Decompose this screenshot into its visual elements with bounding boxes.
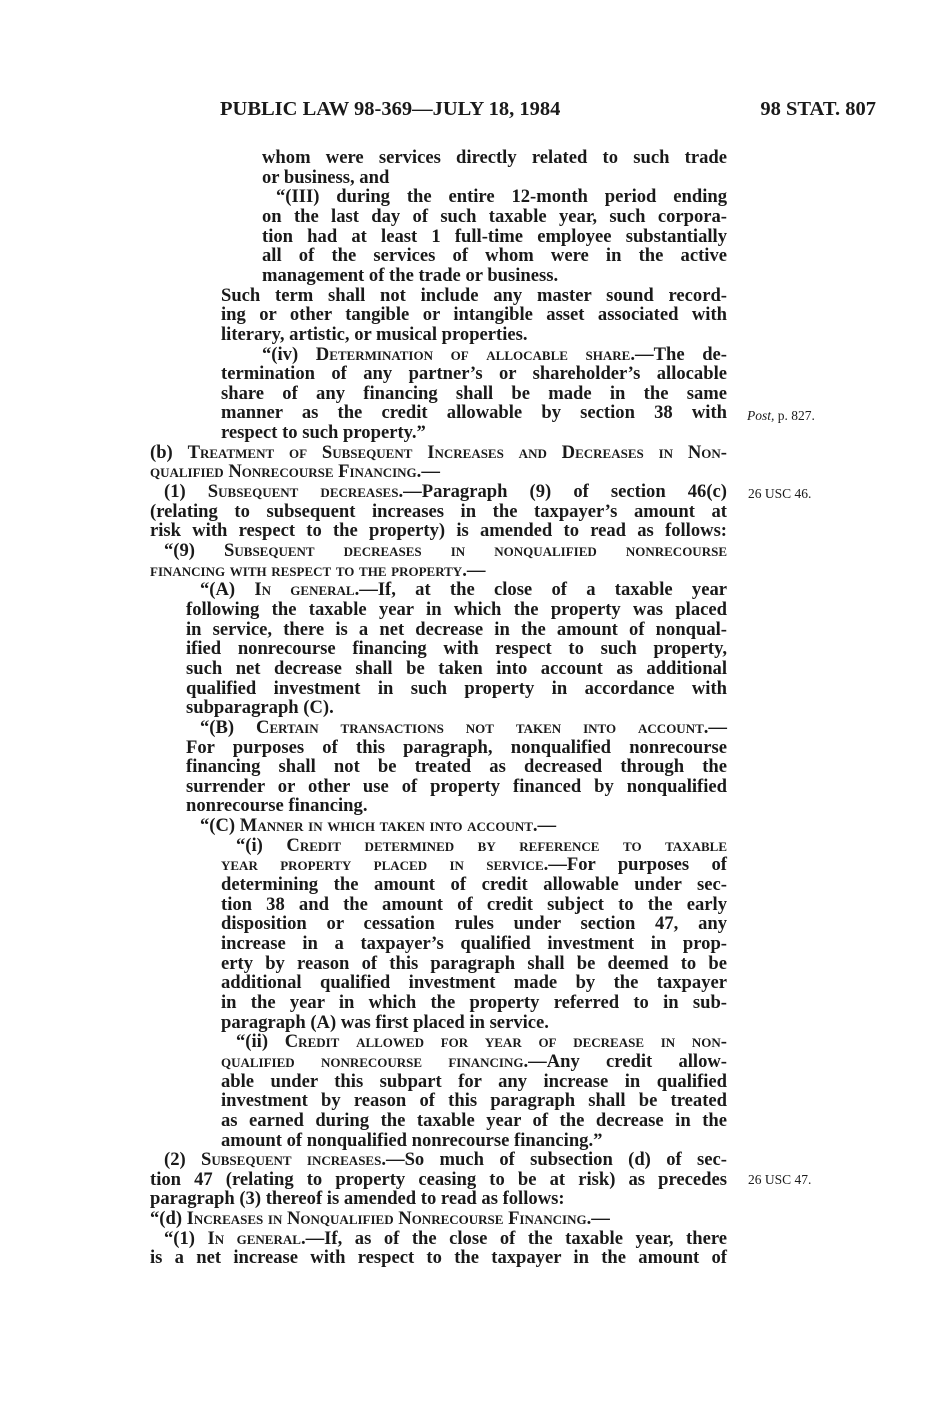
statute-page-number: 98 STAT. 807 <box>760 98 876 120</box>
margin-note-26-usc-47: 26 USC 47. <box>748 1172 812 1187</box>
text-line: in the year in which the property referred to in sub- <box>221 991 727 1013</box>
text-line: Such term shall not include any master sound record- <box>221 284 727 306</box>
paragraph-9-heading: “(9) Subsequent decreases in nonqualified nonrecourse <box>164 540 727 561</box>
text-line: “(III) during the entire 12-month period ending <box>276 186 727 208</box>
paragraph-d1-heading: “(1) In general.—If, as of the close of the taxable year, there <box>164 1227 728 1249</box>
text-line: ified nonrecourse financing with respect to such property, <box>186 638 727 660</box>
text-line: For purposes of this paragraph, nonqualified nonrecourse <box>186 736 727 758</box>
text-line: tion had at least 1 full-time employee substantially <box>262 225 727 247</box>
text-line: tion 47 (relating to property ceasing to be at risk) as precedes <box>150 1168 727 1190</box>
text-line: able under this subpart for any increase in qualified <box>221 1070 727 1092</box>
paragraph-1-heading: (1) Subsequent decreases.—Paragraph (9) of section 46(c) <box>164 481 727 503</box>
text-line: is a net increase with respect to the taxpayer in the amount of <box>150 1247 727 1269</box>
text-line: increase in a taxpayer’s qualified investment in prop- <box>221 933 727 954</box>
text-line: literary, artistic, or musical properties. <box>221 323 528 345</box>
subparagraph-b-heading: “(B) Certain transactions not taken into account.— <box>200 716 727 738</box>
text-line: paragraph (A) was first placed in service. <box>221 1011 549 1033</box>
text-line: qualified nonrecourse financing.—Any credit allow- <box>221 1050 727 1072</box>
text-line: financing shall not be treated as decreased through the <box>186 756 727 778</box>
paragraph-2-heading: (2) Subsequent increases.—So much of subsection (d) of sec- <box>164 1149 727 1171</box>
text-line: respect to such property.” <box>221 422 426 444</box>
margin-note-post-p827: Post, p. 827. <box>747 408 815 423</box>
text-line: in service, there is a net decrease in the amount of nonqual- <box>186 618 727 640</box>
text-line: surrender or other use of property financed by nonqualified <box>186 775 727 797</box>
text-line: tion 38 and the amount of credit subject to the early <box>221 893 727 915</box>
text-line: risk with respect to the property) is amended to read as follows: <box>150 520 727 542</box>
subsection-b-heading: (b) Treatment of Subsequent Increases and Decreases in Non- <box>150 441 727 463</box>
page-header <box>220 98 876 128</box>
text-line: additional qualified investment made by the taxpayer <box>221 972 727 994</box>
text-line: termination of any partner’s or shareholder’s allocable <box>221 363 727 385</box>
text-line: qualified Nonrecourse Financing.— <box>150 461 440 483</box>
margin-note-26-usc-46: 26 USC 46. <box>748 486 812 501</box>
subsection-d-heading: “(d) Increases in Nonqualified Nonrecourse Financing.— <box>150 1208 610 1230</box>
text-line: or business, and <box>262 166 390 188</box>
clause-ii-heading: “(ii) Credit allowed for year of decrease in non- <box>236 1031 727 1053</box>
text-line: such net decrease shall be taken into account as additional <box>186 657 727 679</box>
running-head-title: PUBLIC LAW 98-369—JULY 18, 1984 <box>220 98 561 120</box>
subparagraph-a-heading: “(A) In general.—If, at the close of a taxable year <box>200 579 727 601</box>
text-line: (relating to subsequent increases in the taxpayer’s amount at <box>150 500 727 522</box>
text-line: whom were services directly related to such trade <box>262 147 727 168</box>
text-line: manner as the credit allowable by section 38 with <box>221 402 727 424</box>
text-line: amount of nonqualified nonrecourse financing.” <box>221 1129 603 1151</box>
text-line: financing with respect to the property.— <box>150 559 486 581</box>
subparagraph-c-heading: “(C) Manner in which taken into account.— <box>200 815 557 837</box>
text-line: all of the services of whom were in the active <box>262 245 727 267</box>
text-line: on the last day of such taxable year, such corpora- <box>262 205 727 227</box>
text-line: following the taxable year in which the property was placed <box>186 598 727 620</box>
text-line: ing or other tangible or intangible asset associated with <box>221 304 727 326</box>
text-line: disposition or cessation rules under section 47, any <box>221 913 727 935</box>
text-line: investment by reason of this paragraph shall be treated <box>221 1090 727 1112</box>
text-line: as earned during the taxable year of the decrease in the <box>221 1109 727 1131</box>
subclause-iv-heading: “(iv) Determination of allocable share.—The de- <box>262 343 727 365</box>
text-line: share of any financing shall be made in the same <box>221 382 727 404</box>
text-line: paragraph (3) thereof is amended to read as follows: <box>150 1188 565 1210</box>
clause-i-heading: “(i) Credit determined by reference to taxable <box>236 834 727 856</box>
text-line: management of the trade or business. <box>262 264 559 286</box>
text-line: erty by reason of this paragraph shall be deemed to be <box>221 952 727 974</box>
text-line: subparagraph (C). <box>186 697 334 719</box>
text-line: qualified investment in such property in accordance with <box>186 677 727 699</box>
text-line: nonrecourse financing. <box>186 795 368 817</box>
text-line: year property placed in service.—For purposes of <box>221 854 727 876</box>
text-line: determining the amount of credit allowable under sec- <box>221 874 727 896</box>
